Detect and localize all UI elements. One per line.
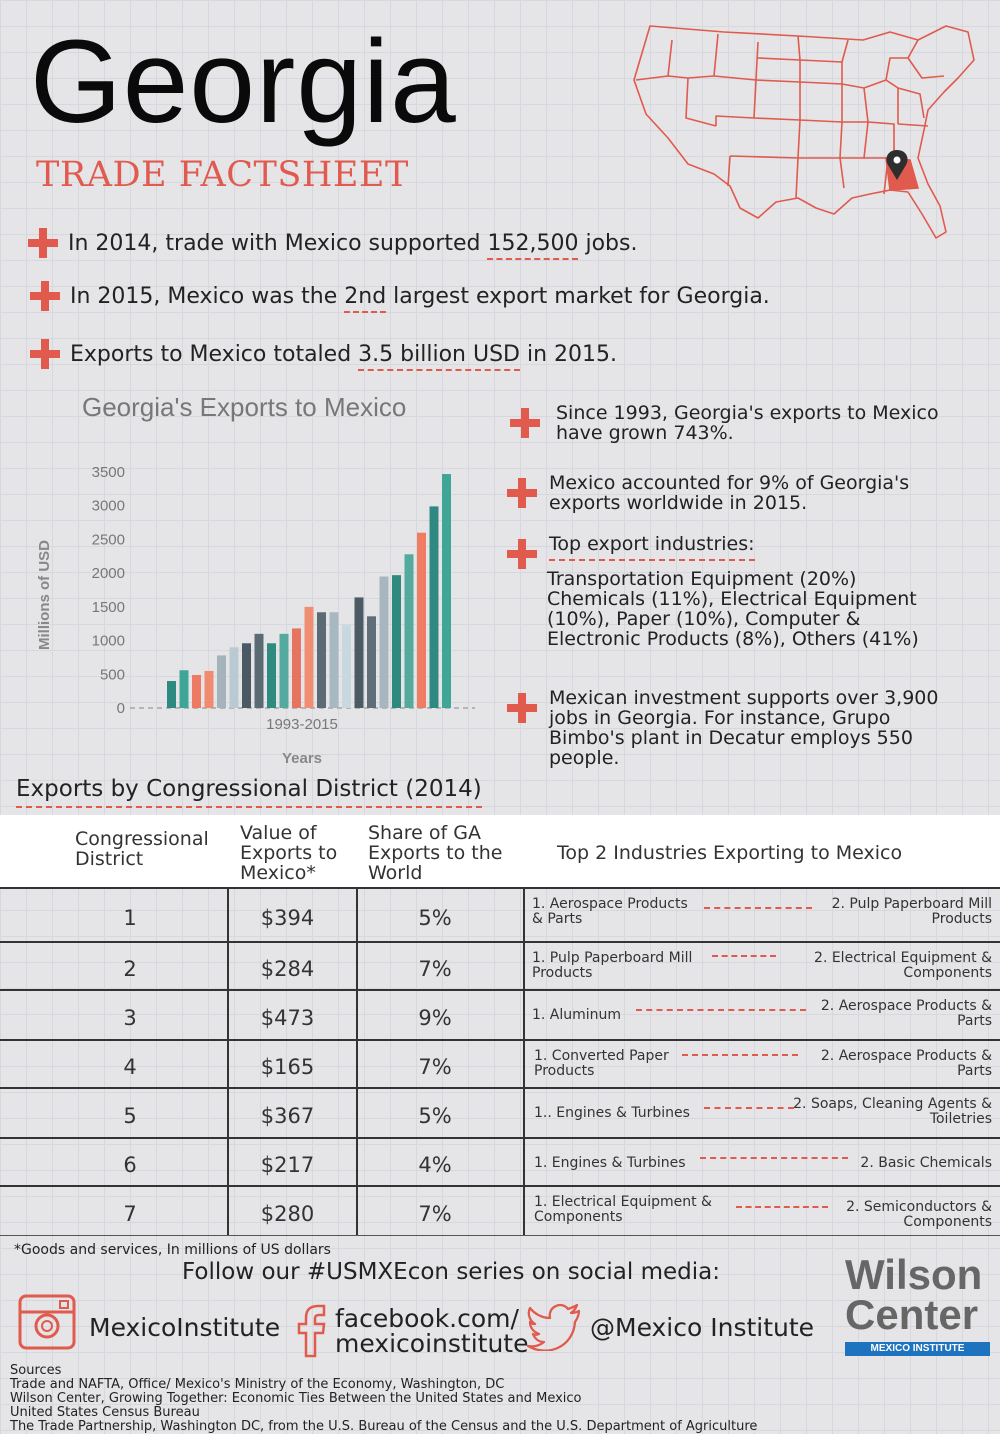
world-share: 5% — [418, 906, 452, 930]
district-number: 1 — [123, 906, 137, 930]
column-divider — [523, 887, 525, 1235]
world-share: 5% — [418, 1104, 452, 1128]
header-share: Share of GA Exports to the World — [368, 822, 503, 884]
table-row — [0, 941, 1000, 989]
fact-jobs — [28, 228, 637, 258]
world-share: 7% — [418, 1055, 452, 1079]
bar-2009 — [367, 616, 376, 708]
export-value: $473 — [260, 1006, 315, 1030]
header-value: Value of Exports to Mexico* — [240, 822, 338, 884]
bar-1996 — [205, 671, 214, 708]
mexico-institute-bar: MEXICO INSTITUTE — [845, 1342, 990, 1356]
industry-1: 1. Aerospace Products & Parts — [532, 896, 688, 927]
bar-1998 — [230, 647, 239, 708]
fact-market — [30, 281, 770, 311]
export-value: $394 — [260, 906, 315, 930]
top-industries — [532, 999, 992, 1039]
bar-2001 — [267, 643, 276, 708]
y-tick-label: 2000 — [91, 565, 125, 583]
world-share: 7% — [418, 1202, 452, 1226]
district-number: 2 — [123, 957, 137, 981]
plus-icon — [507, 693, 537, 723]
industry-2: 2. Soaps, Cleaning Agents & Toiletries — [793, 1096, 992, 1127]
bar-1999 — [242, 643, 251, 708]
industry-1: 1. Aluminum — [532, 1007, 622, 1023]
bar-1995 — [192, 675, 201, 708]
y-tick-label: 2500 — [91, 531, 125, 549]
table-row — [0, 887, 1000, 941]
district-number: 6 — [123, 1153, 137, 1177]
bar-2006 — [330, 612, 339, 708]
source-item: The Trade Partnership, Washington DC, from the U.S. Bureau of the Census and the U.S. Department of Agriculture — [10, 1419, 758, 1434]
bar-2005 — [317, 612, 326, 708]
industry-1: 1.. Engines & Turbines — [534, 1105, 690, 1121]
bar-2010 — [380, 577, 389, 708]
fact-text: In 2015, Mexico was the 2nd largest export market for Georgia. — [70, 284, 770, 309]
dashed-connector — [712, 955, 776, 957]
plus-icon — [30, 339, 60, 369]
bar-1994 — [180, 670, 189, 708]
industry-2: 2. Aerospace Products & Parts — [820, 1048, 992, 1079]
bar-2014 — [430, 506, 439, 708]
source-item: Wilson Center, Growing Together: Economic Ties Between the United States and Mexico — [10, 1391, 582, 1406]
industry-2: 2. Electrical Equipment & Components — [814, 950, 992, 981]
fact-text: In 2014, trade with Mexico supported 152,500 jobs. — [68, 231, 637, 256]
footnote: *Goods and services, In millions of US dollars — [14, 1242, 331, 1258]
dashed-connector — [704, 907, 812, 909]
y-tick-label: 3500 — [91, 464, 125, 481]
top-industries — [532, 1097, 992, 1137]
industries-list: Transportation Equipment (20%) Chemicals (11%), Electrical Equipment (10%), Paper (10%), Computer & Electronic Products (8%), Others (41%) — [547, 568, 919, 650]
dashed-connector — [636, 1009, 806, 1011]
plus-icon — [507, 539, 537, 569]
industry-2: 2. Aerospace Products & Parts — [820, 998, 992, 1029]
district-number: 5 — [123, 1104, 137, 1128]
bar-2015 — [442, 474, 451, 708]
y-tick-label: 1000 — [91, 632, 125, 650]
sources-heading: Sources — [10, 1363, 62, 1378]
district-number: 4 — [123, 1055, 137, 1079]
industry-2: 2. Basic Chemicals — [860, 1155, 992, 1171]
page-title: Georgia — [30, 16, 457, 148]
plus-icon — [510, 408, 540, 438]
y-axis-label: Millions of USD — [36, 540, 53, 650]
fact-text: Exports to Mexico totaled 3.5 billion USD in 2015. — [70, 342, 617, 367]
bar-1993 — [167, 681, 176, 708]
dashed-connector — [736, 1206, 828, 1208]
source-item: United States Census Bureau — [10, 1405, 200, 1420]
table-row — [0, 1137, 1000, 1185]
industries-heading: Top export industries: — [549, 533, 755, 561]
twitter-icon[interactable] — [527, 1303, 583, 1351]
x-tick-label: 1993-2015 — [266, 716, 338, 733]
plus-icon — [28, 228, 58, 258]
side-fact-share: Mexico accounted for 9% of Georgia's exports worldwide in 2015. — [507, 473, 977, 523]
bar-2003 — [292, 628, 301, 708]
facebook-icon[interactable] — [296, 1302, 328, 1358]
follow-text: Follow our #USMXEcon series on social media: — [182, 1259, 720, 1285]
fact-exports — [30, 339, 617, 369]
table-row — [0, 1185, 1000, 1235]
top-industries — [532, 951, 992, 989]
bar-2011 — [392, 575, 401, 708]
facebook-link[interactable]: facebook.com/ mexicoinstitute — [335, 1304, 529, 1358]
x-axis-label: Years — [281, 750, 323, 767]
industry-1: 1. Converted Paper Products — [534, 1048, 669, 1079]
y-tick-label: 0 — [116, 700, 125, 717]
table-row — [0, 1039, 1000, 1087]
dashed-connector — [704, 1107, 794, 1109]
plus-icon — [507, 478, 537, 508]
bar-2008 — [355, 597, 364, 708]
industry-2: 2. Semiconductors & Components — [846, 1199, 992, 1230]
bar-2012 — [405, 554, 414, 708]
bar-1997 — [217, 655, 226, 708]
bar-2002 — [280, 634, 289, 708]
export-value: $165 — [260, 1055, 315, 1079]
dashed-connector — [682, 1054, 798, 1056]
table-row — [0, 1087, 1000, 1137]
industry-1: 1. Engines & Turbines — [534, 1155, 686, 1171]
header-industries: Top 2 Industries Exporting to Mexico — [557, 842, 903, 864]
instagram-icon[interactable] — [18, 1294, 76, 1350]
chart-title: Georgia's Exports to Mexico — [82, 392, 407, 422]
wilson-center-logo: Wilson Center — [845, 1251, 983, 1338]
side-fact-growth: Since 1993, Georgia's exports to Mexico have grown 743%. — [510, 403, 980, 453]
table-row — [0, 989, 1000, 1039]
us-map-icon — [628, 18, 984, 246]
side-fact-investment: Mexican investment supports over 3,900 jobs in Georgia. For instance, Grupo Bimbo's plant in Decatur employs 550 people. — [507, 688, 977, 778]
instagram-handle[interactable]: MexicoInstitute — [89, 1313, 281, 1342]
districts-title: Exports by Congressional District (2014) — [16, 776, 482, 802]
bar-2000 — [255, 634, 264, 708]
column-divider — [227, 887, 229, 1235]
export-value: $284 — [260, 957, 315, 981]
plus-icon — [30, 281, 60, 311]
top-industries — [532, 1147, 992, 1185]
district-number: 7 — [123, 1202, 137, 1226]
world-share: 9% — [418, 1006, 452, 1030]
world-share: 4% — [418, 1153, 452, 1177]
exports-bar-chart — [30, 450, 480, 775]
y-tick-label: 3000 — [91, 497, 125, 515]
bar-2004 — [305, 607, 314, 708]
y-tick-label: 500 — [99, 666, 125, 684]
district-number: 3 — [123, 1006, 137, 1030]
bar-2007 — [342, 625, 351, 708]
dashed-connector — [700, 1157, 848, 1159]
side-fact-industries — [507, 534, 977, 674]
twitter-handle[interactable]: @Mexico Institute — [590, 1313, 815, 1342]
industry-1: 1. Pulp Paperboard Mill Products — [532, 950, 693, 981]
export-value: $367 — [260, 1104, 315, 1128]
top-industries — [532, 897, 992, 941]
column-divider — [356, 887, 358, 1235]
y-tick-label: 1500 — [91, 598, 125, 616]
bar-2013 — [417, 533, 426, 708]
source-item: Trade and NAFTA, Office/ Mexico's Ministry of the Economy, Washington, DC — [10, 1377, 505, 1392]
sources — [10, 1364, 757, 1434]
top-industries — [532, 1049, 992, 1087]
industry-2: 2. Pulp Paperboard Mill Products — [831, 896, 992, 927]
header-district: Congressional District — [75, 828, 209, 870]
industry-1: 1. Electrical Equipment & Components — [534, 1194, 712, 1225]
page-subtitle: TRADE FACTSHEET — [36, 155, 409, 195]
export-value: $217 — [260, 1153, 315, 1177]
top-industries — [532, 1195, 992, 1235]
table-bottom — [0, 1235, 1000, 1236]
table-header — [0, 815, 1000, 887]
world-share: 7% — [418, 957, 452, 981]
export-value: $280 — [260, 1202, 315, 1226]
